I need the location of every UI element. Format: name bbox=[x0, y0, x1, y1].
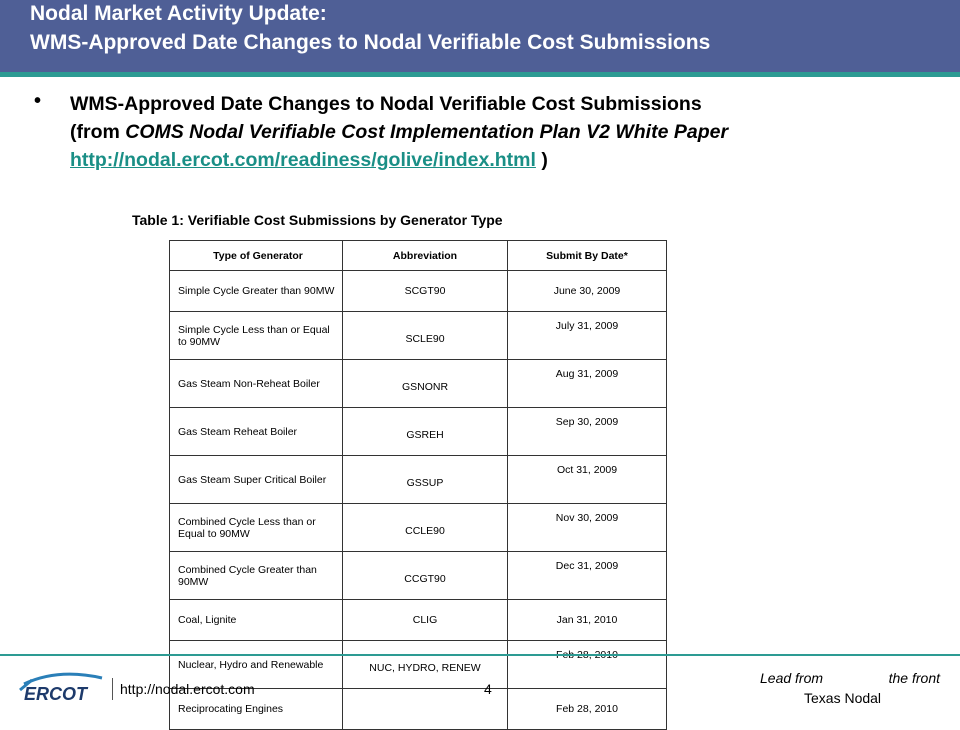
cell-submit-date: Feb 28, 2010 bbox=[508, 689, 667, 730]
source-document-title: COMS Nodal Verifiable Cost Implementation Plan V2 White Paper bbox=[125, 121, 729, 143]
generator-table bbox=[169, 240, 667, 730]
cell-abbreviation: CCGT90 bbox=[343, 552, 508, 600]
closing-paren: ) bbox=[535, 149, 548, 171]
cell-submit-date: Dec 31, 2009 bbox=[508, 552, 667, 600]
table-row bbox=[170, 360, 667, 408]
logo-text: ERCOT bbox=[24, 684, 87, 704]
cell-submit-date: June 30, 2009 bbox=[508, 271, 667, 312]
cell-submit-date: Sep 30, 2009 bbox=[508, 408, 667, 456]
footer-url[interactable]: http://nodal.ercot.com bbox=[120, 681, 255, 697]
golive-link[interactable]: http://nodal.ercot.com/readiness/golive/index.html bbox=[70, 149, 536, 171]
footer-separator bbox=[112, 678, 113, 700]
cell-generator-type: Gas Steam Super Critical Boiler bbox=[170, 456, 343, 504]
slide-title-line1: Nodal Market Activity Update: bbox=[30, 2, 327, 25]
page-number: 4 bbox=[484, 681, 492, 697]
table-row bbox=[170, 600, 667, 641]
slide-title-line2: WMS-Approved Date Changes to Nodal Verifiable Cost Submissions bbox=[30, 31, 711, 54]
cell-generator-type: Gas Steam Non-Reheat Boiler bbox=[170, 360, 343, 408]
tagline bbox=[760, 670, 940, 686]
cell-abbreviation bbox=[343, 689, 508, 730]
table-header-row bbox=[170, 241, 667, 271]
table-caption: Table 1: Verifiable Cost Submissions by Generator Type bbox=[132, 212, 503, 228]
cell-abbreviation: SCLE90 bbox=[343, 312, 508, 360]
cell-generator-type: Nuclear, Hydro and Renewable bbox=[170, 641, 343, 689]
cell-submit-date: Nov 30, 2009 bbox=[508, 504, 667, 552]
header-submit-date: Submit By Date* bbox=[508, 241, 667, 271]
table-row bbox=[170, 312, 667, 360]
cell-submit-date: July 31, 2009 bbox=[508, 312, 667, 360]
ercot-logo bbox=[18, 670, 108, 706]
cell-abbreviation: GSREH bbox=[343, 408, 508, 456]
tagline-right: the front bbox=[888, 670, 940, 686]
cell-abbreviation: GSSUP bbox=[343, 456, 508, 504]
cell-generator-type: Reciprocating Engines bbox=[170, 689, 343, 730]
cell-abbreviation: CCLE90 bbox=[343, 504, 508, 552]
cell-abbreviation: NUC, HYDRO, RENEW bbox=[343, 641, 508, 689]
cell-generator-type: Coal, Lignite bbox=[170, 600, 343, 641]
cell-abbreviation: GSNONR bbox=[343, 360, 508, 408]
header-accent-line bbox=[0, 72, 960, 77]
cell-submit-date bbox=[508, 641, 667, 689]
bullet-text-block bbox=[70, 90, 930, 174]
bullet-icon: • bbox=[34, 90, 42, 112]
bullet-heading: WMS-Approved Date Changes to Nodal Verifiable Cost Submissions bbox=[70, 93, 702, 115]
cell-generator-type: Combined Cycle Less than or Equal to 90MW bbox=[170, 504, 343, 552]
table-row bbox=[170, 271, 667, 312]
cell-abbreviation: SCGT90 bbox=[343, 271, 508, 312]
cell-abbreviation: CLIG bbox=[343, 600, 508, 641]
cell-submit-date: Aug 31, 2009 bbox=[508, 360, 667, 408]
table-row bbox=[170, 456, 667, 504]
header-abbreviation: Abbreviation bbox=[343, 241, 508, 271]
cell-generator-type: Simple Cycle Greater than 90MW bbox=[170, 271, 343, 312]
table-row bbox=[170, 504, 667, 552]
slide-header bbox=[0, 0, 960, 72]
cell-generator-type: Simple Cycle Less than or Equal to 90MW bbox=[170, 312, 343, 360]
tagline-left: Lead from bbox=[760, 670, 824, 686]
table-row bbox=[170, 408, 667, 456]
program-name: Texas Nodal bbox=[804, 690, 882, 706]
cell-generator-type: Combined Cycle Greater than 90MW bbox=[170, 552, 343, 600]
footer-accent-line bbox=[0, 654, 960, 656]
from-prefix: (from bbox=[70, 121, 126, 143]
cell-submit-date: Jan 31, 2010 bbox=[508, 600, 667, 641]
header-type: Type of Generator bbox=[170, 241, 343, 271]
cell-submit-date: Oct 31, 2009 bbox=[508, 456, 667, 504]
cell-generator-type: Gas Steam Reheat Boiler bbox=[170, 408, 343, 456]
table-row bbox=[170, 552, 667, 600]
